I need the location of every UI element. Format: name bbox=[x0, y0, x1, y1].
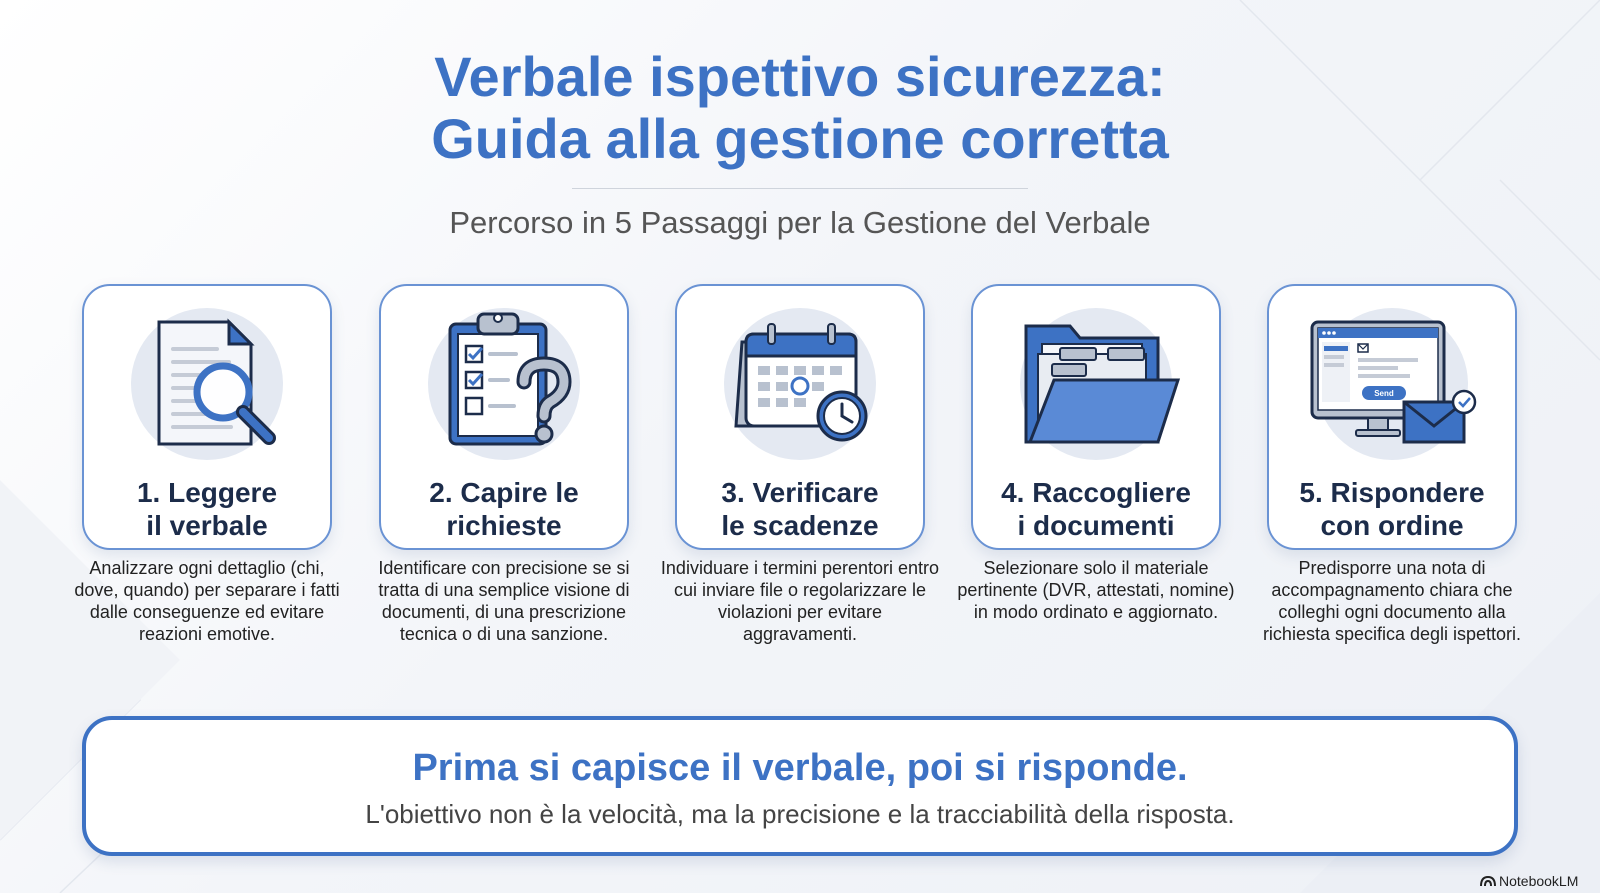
step-title-4: 4. Raccogliere i documenti bbox=[1001, 477, 1191, 541]
key-message-banner bbox=[82, 716, 1518, 856]
step-title-2: 2. Capire le richieste bbox=[429, 477, 579, 541]
brand-name: NotebookLM bbox=[1499, 873, 1579, 889]
banner-text: L'obiettivo non è la velocità, ma la precisione e la tracciabilità della risposta. bbox=[365, 799, 1235, 829]
title-divider bbox=[572, 188, 1028, 189]
document-magnifier-icon bbox=[119, 304, 299, 464]
send-button-label: Send bbox=[1374, 389, 1394, 398]
page-subtitle: Percorso in 5 Passaggi per la Gestione del Verbale bbox=[449, 205, 1151, 240]
clipboard-question-icon bbox=[416, 304, 596, 464]
brand-watermark bbox=[1480, 872, 1598, 890]
step-card-1 bbox=[82, 284, 332, 550]
notebooklm-logo-icon bbox=[1480, 875, 1496, 887]
step-card-4 bbox=[971, 284, 1221, 550]
step-card-2 bbox=[379, 284, 629, 550]
folder-files-icon bbox=[1008, 304, 1188, 464]
page-title-line-2: Guida alla gestione corretta bbox=[431, 107, 1169, 170]
page-title-line-1: Verbale ispettivo sicurezza: bbox=[434, 45, 1166, 108]
monitor-email-icon bbox=[1304, 304, 1484, 464]
step-card-5 bbox=[1267, 284, 1517, 550]
step-description-4: Selezionare solo il materiale pertinente (DVR, attestati, nomine) in modo ordinato e aggiornato. bbox=[957, 558, 1235, 622]
step-card-3 bbox=[675, 284, 925, 550]
step-description-3: Individuare i termini perentori entro cui inviare file o regolarizzare le violazioni per evitare aggravamenti. bbox=[660, 558, 940, 644]
step-description-1: Analizzare ogni dettaglio (chi, dove, quando) per separare i fatti dalle conseguenze ed evitare reazioni emotive. bbox=[74, 558, 340, 644]
calendar-clock-icon bbox=[712, 304, 892, 464]
step-title-5: 5. Rispondere con ordine bbox=[1299, 477, 1485, 541]
step-title-3: 3. Verificare le scadenze bbox=[721, 477, 879, 541]
step-description-2: Identificare con precisione se si tratta di una semplice visione di documenti, di una prescrizione tecnica o di una sanzione. bbox=[378, 558, 630, 644]
step-description-5: Predisporre una nota di accompagnamento chiara che colleghi ogni documento alla richiesta specifica degli ispettori. bbox=[1262, 558, 1522, 644]
step-title-1: 1. Leggere il verbale bbox=[136, 477, 278, 541]
banner-headline: Prima si capisce il verbale, poi si risponde. bbox=[412, 747, 1188, 789]
